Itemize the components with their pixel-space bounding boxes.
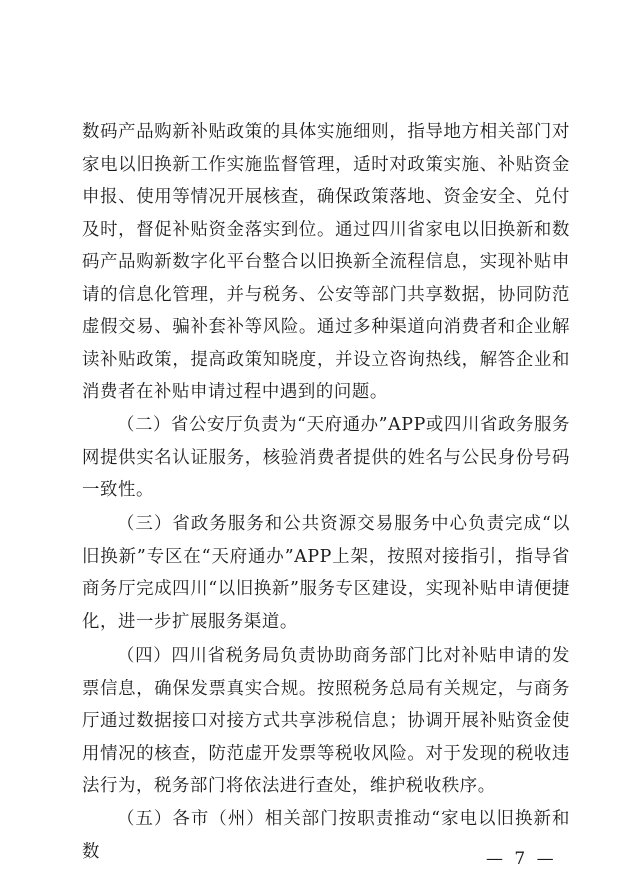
paragraph-1: 数码产品购新补贴政策的具体实施细则，指导地方相关部门对家电以旧换新工作实施监督管理，适时对政策实施、补贴资金申报、使用等情况开展核查，确保政策落地、资金安全、兑付及时，督促补贴资金落实到位。通过四川省家电以旧换新和数码产品购新数字化平台整合以旧换新全流程信息，实现补贴申请的信息化管理，并与税务、公安等部门共享数据，协同防范虚假交易、骗补套补等风险。通过多种渠道向消费者和企业解读补贴政策，提高政策知晓度，并设立咨询热线，解答企业和消费者在补贴申请过程中遇到的问题。 [82, 122, 570, 402]
paragraph-2: （二）省公安厅负责为“天府通办”APP或四川省政务服务网提供实名认证服务，核验消费者提供的姓名与公民身份号码一致性。 [82, 415, 570, 500]
page-number: — 7 — [486, 849, 557, 869]
paragraph-3: （三）省政务服务和公共资源交易服务中心负责完成“以旧换新”专区在“天府通办”APP上架，按照对接指引，指导省商务厅完成四川“以旧换新”服务专区建设，实现补贴申请便捷化，进一步扩展服务渠道。 [82, 514, 570, 632]
paragraph-4: （四）四川省税务局负责协助商务部门比对补贴申请的发票信息，确保发票真实合规。按照税务总局有关规定，与商务厅通过数据接口对接方式共享涉税信息；协调开展补贴资金使用情况的核查，防范虚开发票等税收风险。对于发现的税收违法行为，税务部门将依法进行查处，维护税收秩序。 [82, 646, 570, 796]
paragraph-5: （五）各市（州）相关部门按职责推动“家电以旧换新和数 [82, 809, 570, 862]
